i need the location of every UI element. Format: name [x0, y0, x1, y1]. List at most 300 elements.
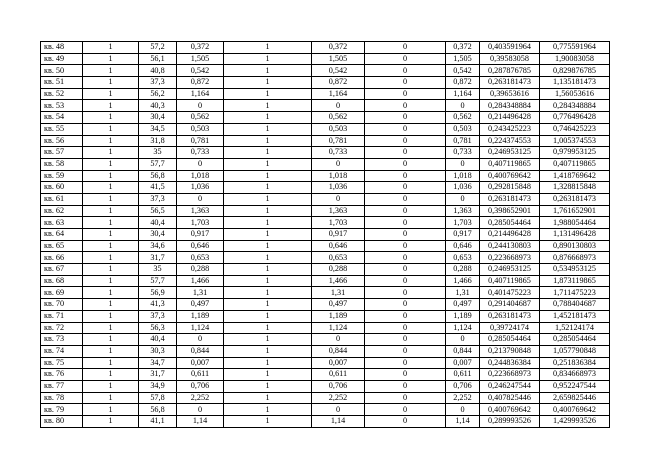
table-cell: 1,418769642	[540, 170, 610, 182]
table-cell: 0	[365, 53, 446, 65]
table-cell: 0	[446, 193, 480, 205]
table-cell: 0,497	[312, 299, 365, 311]
apartment-cell: кв. 79	[41, 404, 83, 416]
table-cell: 0	[312, 158, 365, 170]
table-row	[41, 252, 610, 264]
table-cell: 40,8	[139, 65, 177, 77]
table-cell: 1,466	[177, 275, 224, 287]
table-cell: 0	[177, 158, 224, 170]
table-cell: 0,243425223	[480, 123, 540, 135]
table-cell: 1	[83, 88, 139, 100]
table-cell: 41,5	[139, 182, 177, 194]
table-cell: 0,398652901	[480, 205, 540, 217]
table-cell: 1,14	[446, 416, 480, 428]
apartment-cell: кв. 55	[41, 123, 83, 135]
table-cell: 0	[365, 193, 446, 205]
table-cell: 1,018	[177, 170, 224, 182]
table-row	[41, 147, 610, 159]
table-cell: 0,284348884	[480, 100, 540, 112]
table-cell: 40,3	[139, 100, 177, 112]
table-cell: 0,611	[446, 369, 480, 381]
table-cell: 0	[365, 147, 446, 159]
table-cell: 0,401475223	[480, 287, 540, 299]
table-cell: 0,776496428	[540, 112, 610, 124]
table-cell: 1,018	[446, 170, 480, 182]
apartment-cell: кв. 67	[41, 264, 83, 276]
table-cell: 0,289993526	[480, 416, 540, 428]
table-row	[41, 182, 610, 194]
table-cell: 1,703	[446, 217, 480, 229]
table-row	[41, 380, 610, 392]
table-cell: 0,503	[312, 123, 365, 135]
table-cell: 0,706	[446, 380, 480, 392]
table-cell: 0	[365, 205, 446, 217]
table-cell: 0,407825446	[480, 392, 540, 404]
table-cell: 1	[83, 416, 139, 428]
table-cell: 1	[224, 275, 312, 287]
table-cell: 1,189	[312, 310, 365, 322]
table-body	[41, 42, 610, 428]
table-cell: 0	[312, 193, 365, 205]
table-cell: 0,775591964	[540, 42, 610, 54]
table-cell: 1	[83, 252, 139, 264]
table-cell: 37,3	[139, 77, 177, 89]
table-cell: 0,263181473	[480, 310, 540, 322]
table-row	[41, 135, 610, 147]
table-cell: 1	[224, 112, 312, 124]
table-cell: 0,890130803	[540, 240, 610, 252]
apartment-cell: кв. 71	[41, 310, 83, 322]
table-cell: 57,2	[139, 42, 177, 54]
table-cell: 1,018	[312, 170, 365, 182]
table-cell: 0	[365, 77, 446, 89]
table-cell: 0,788404687	[540, 299, 610, 311]
table-row	[41, 205, 610, 217]
table-cell: 0,246247544	[480, 380, 540, 392]
table-cell: 0,503	[177, 123, 224, 135]
table-cell: 0	[365, 392, 446, 404]
table-cell: 0,503	[446, 123, 480, 135]
apartment-cell: кв. 66	[41, 252, 83, 264]
table-cell: 1	[83, 205, 139, 217]
table-cell: 1	[83, 357, 139, 369]
table-cell: 1	[224, 264, 312, 276]
table-row	[41, 345, 610, 357]
table-row	[41, 310, 610, 322]
table-cell: 0,562	[312, 112, 365, 124]
table-cell: 35	[139, 264, 177, 276]
table-cell: 0,263181473	[540, 193, 610, 205]
table-cell: 0	[365, 345, 446, 357]
table-cell: 0,285054464	[480, 334, 540, 346]
table-cell: 1	[224, 322, 312, 334]
table-cell: 0,646	[446, 240, 480, 252]
apartment-cell: кв. 62	[41, 205, 83, 217]
table-cell: 0	[446, 100, 480, 112]
apartment-cell: кв. 78	[41, 392, 83, 404]
table-cell: 0	[365, 229, 446, 241]
table-row	[41, 404, 610, 416]
table-cell: 0	[177, 193, 224, 205]
table-row	[41, 240, 610, 252]
table-cell: 0,706	[312, 380, 365, 392]
table-cell: 1,363	[177, 205, 224, 217]
table-cell: 1,328815848	[540, 182, 610, 194]
table-row	[41, 416, 610, 428]
table-cell: 1	[224, 193, 312, 205]
table-cell: 0	[365, 88, 446, 100]
table-cell: 0,781	[446, 135, 480, 147]
table-cell: 1	[83, 404, 139, 416]
table-cell: 1,14	[312, 416, 365, 428]
table-cell: 1	[224, 334, 312, 346]
table-cell: 1,189	[177, 310, 224, 322]
apartment-cell: кв. 53	[41, 100, 83, 112]
table-cell: 0,407119865	[480, 275, 540, 287]
table-cell: 56,9	[139, 287, 177, 299]
table-cell: 1	[83, 392, 139, 404]
table-cell: 1,466	[446, 275, 480, 287]
table-cell: 41,1	[139, 416, 177, 428]
apartment-cell: кв. 74	[41, 345, 83, 357]
table-cell: 0,400769642	[480, 170, 540, 182]
table-cell: 1,164	[177, 88, 224, 100]
table-row	[41, 53, 610, 65]
table-cell: 0,407119865	[480, 158, 540, 170]
table-cell: 0	[365, 100, 446, 112]
table-cell: 0,834668973	[540, 369, 610, 381]
table-cell: 34,5	[139, 123, 177, 135]
table-cell: 0,646	[312, 240, 365, 252]
table-cell: 35	[139, 147, 177, 159]
table-cell: 1	[224, 299, 312, 311]
apartment-cell: кв. 52	[41, 88, 83, 100]
table-cell: 1	[83, 334, 139, 346]
table-cell: 0,288	[446, 264, 480, 276]
table-cell: 1,505	[446, 53, 480, 65]
table-cell: 0,288	[312, 264, 365, 276]
table-cell: 0,400769642	[540, 404, 610, 416]
apartment-cell: кв. 65	[41, 240, 83, 252]
table-cell: 1,124	[312, 322, 365, 334]
apartment-cell: кв. 60	[41, 182, 83, 194]
table-cell: 31,7	[139, 369, 177, 381]
table-cell: 1,466	[312, 275, 365, 287]
data-table	[40, 41, 610, 428]
table-row	[41, 65, 610, 77]
apartment-cell: кв. 80	[41, 416, 83, 428]
table-cell: 0,246953125	[480, 147, 540, 159]
table-cell: 1	[83, 322, 139, 334]
table-cell: 1,505	[177, 53, 224, 65]
table-cell: 0,497	[177, 299, 224, 311]
table-cell: 1,363	[446, 205, 480, 217]
table-cell: 0,39583058	[480, 53, 540, 65]
table-cell: 0	[365, 322, 446, 334]
table-cell: 0,214496428	[480, 229, 540, 241]
table-cell: 0,917	[177, 229, 224, 241]
table-cell: 0	[312, 334, 365, 346]
table-cell: 0	[365, 158, 446, 170]
table-cell: 1,429993526	[540, 416, 610, 428]
table-cell: 1	[224, 42, 312, 54]
table-row	[41, 193, 610, 205]
table-cell: 31,8	[139, 135, 177, 147]
table-cell: 56,5	[139, 205, 177, 217]
table-cell: 0,534953125	[540, 264, 610, 276]
table-row	[41, 369, 610, 381]
table-cell: 1	[83, 193, 139, 205]
table-cell: 1,036	[446, 182, 480, 194]
table-row	[41, 287, 610, 299]
table-cell: 30,3	[139, 345, 177, 357]
table-cell: 2,252	[177, 392, 224, 404]
table-cell: 1	[224, 240, 312, 252]
table-cell: 30,4	[139, 112, 177, 124]
table-row	[41, 229, 610, 241]
table-cell: 1	[224, 77, 312, 89]
table-cell: 0,291404687	[480, 299, 540, 311]
table-cell: 2,659825446	[540, 392, 610, 404]
table-row	[41, 392, 610, 404]
apartment-cell: кв. 57	[41, 147, 83, 159]
table-cell: 0,733	[312, 147, 365, 159]
table-cell: 1	[224, 135, 312, 147]
table-cell: 0,872	[177, 77, 224, 89]
table-cell: 1,505	[312, 53, 365, 65]
table-cell: 1	[224, 404, 312, 416]
apartment-cell: кв. 75	[41, 357, 83, 369]
table-cell: 1,131496428	[540, 229, 610, 241]
table-cell: 1	[83, 264, 139, 276]
table-cell: 0,611	[312, 369, 365, 381]
table-cell: 1	[83, 100, 139, 112]
table-cell: 0,263181473	[480, 193, 540, 205]
table-cell: 1	[83, 299, 139, 311]
table-cell: 0	[365, 135, 446, 147]
table-cell: 0,288	[177, 264, 224, 276]
table-cell: 1,363	[312, 205, 365, 217]
table-cell: 0,39724174	[480, 322, 540, 334]
apartment-cell: кв. 49	[41, 53, 83, 65]
apartment-cell: кв. 73	[41, 334, 83, 346]
apartment-cell: кв. 69	[41, 287, 83, 299]
table-cell: 0,285054464	[480, 217, 540, 229]
table-cell: 0,372	[446, 42, 480, 54]
table-cell: 0,251836384	[540, 357, 610, 369]
table-cell: 0,872	[446, 77, 480, 89]
table-cell: 0	[365, 112, 446, 124]
table-cell: 56,1	[139, 53, 177, 65]
table-cell: 1	[83, 287, 139, 299]
table-cell: 0	[365, 357, 446, 369]
table-cell: 0	[365, 42, 446, 54]
table-cell: 0	[177, 404, 224, 416]
table-cell: 1,988054464	[540, 217, 610, 229]
table-cell: 0,562	[177, 112, 224, 124]
table-cell: 1	[83, 135, 139, 147]
table-cell: 0	[177, 334, 224, 346]
table-cell: 56,3	[139, 322, 177, 334]
table-cell: 1,164	[312, 88, 365, 100]
table-row	[41, 158, 610, 170]
table-cell: 0,39653616	[480, 88, 540, 100]
table-cell: 0	[365, 123, 446, 135]
table-cell: 0,952247544	[540, 380, 610, 392]
table-row	[41, 299, 610, 311]
table-cell: 0	[365, 217, 446, 229]
table-cell: 0,214496428	[480, 112, 540, 124]
table-row	[41, 264, 610, 276]
table-cell: 1,036	[312, 182, 365, 194]
table-cell: 57,7	[139, 158, 177, 170]
table-cell: 0,372	[312, 42, 365, 54]
apartment-cell: кв. 63	[41, 217, 83, 229]
table-cell: 1,56053616	[540, 88, 610, 100]
table-cell: 1	[224, 416, 312, 428]
table-cell: 1	[224, 357, 312, 369]
table-row	[41, 322, 610, 334]
apartment-cell: кв. 76	[41, 369, 83, 381]
table-cell: 1,711475223	[540, 287, 610, 299]
table-cell: 1	[83, 380, 139, 392]
table-cell: 0	[365, 369, 446, 381]
table-cell: 0	[177, 100, 224, 112]
table-cell: 1,703	[312, 217, 365, 229]
table-cell: 1	[224, 170, 312, 182]
table-cell: 0	[365, 182, 446, 194]
table-cell: 1	[224, 53, 312, 65]
table-row	[41, 357, 610, 369]
table-cell: 0,372	[177, 42, 224, 54]
table-cell: 0,653	[177, 252, 224, 264]
table-cell: 0	[365, 404, 446, 416]
table-cell: 1	[83, 112, 139, 124]
table-cell: 0,223668973	[480, 369, 540, 381]
table-cell: 0	[312, 100, 365, 112]
table-cell: 0,844	[312, 345, 365, 357]
table-cell: 1	[224, 392, 312, 404]
table-cell: 0,733	[446, 147, 480, 159]
table-cell: 1	[83, 182, 139, 194]
table-cell: 0,007	[177, 357, 224, 369]
table-cell: 0,979953125	[540, 147, 610, 159]
table-cell: 0,284348884	[540, 100, 610, 112]
table-cell: 0,285054464	[540, 334, 610, 346]
table-cell: 57,8	[139, 392, 177, 404]
table-cell: 0,244130803	[480, 240, 540, 252]
apartment-cell: кв. 59	[41, 170, 83, 182]
table-cell: 0,497	[446, 299, 480, 311]
table-cell: 0,876668973	[540, 252, 610, 264]
table-cell: 0,244836384	[480, 357, 540, 369]
table-row	[41, 275, 610, 287]
table-cell: 0,746425223	[540, 123, 610, 135]
table-cell: 0	[365, 170, 446, 182]
table-cell: 1,31	[177, 287, 224, 299]
table-cell: 0	[365, 65, 446, 77]
table-cell: 0	[365, 416, 446, 428]
apartment-cell: кв. 61	[41, 193, 83, 205]
apartment-cell: кв. 70	[41, 299, 83, 311]
table-cell: 1	[224, 229, 312, 241]
table-cell: 1	[224, 380, 312, 392]
table-cell: 1,164	[446, 88, 480, 100]
table-cell: 0,781	[312, 135, 365, 147]
table-cell: 1,124	[177, 322, 224, 334]
table-cell: 0,829876785	[540, 65, 610, 77]
table-cell: 1	[224, 123, 312, 135]
table-row	[41, 170, 610, 182]
table-cell: 0,223668973	[480, 252, 540, 264]
table-cell: 0,917	[446, 229, 480, 241]
table-cell: 0,213790848	[480, 345, 540, 357]
table-cell: 2,252	[446, 392, 480, 404]
apartment-cell: кв. 68	[41, 275, 83, 287]
table-cell: 31,7	[139, 252, 177, 264]
table-cell: 57,7	[139, 275, 177, 287]
table-cell: 1	[224, 310, 312, 322]
table-cell: 0,781	[177, 135, 224, 147]
table-cell: 1,124	[446, 322, 480, 334]
table-cell: 1,036	[177, 182, 224, 194]
table-cell: 1	[83, 275, 139, 287]
table-cell: 0,844	[177, 345, 224, 357]
table-cell: 0	[446, 158, 480, 170]
table-cell: 56,8	[139, 404, 177, 416]
table-cell: 1,14	[177, 416, 224, 428]
table-cell: 37,3	[139, 310, 177, 322]
table-row	[41, 42, 610, 54]
table-cell: 1	[224, 158, 312, 170]
table-cell: 34,6	[139, 240, 177, 252]
table-row	[41, 100, 610, 112]
table-row	[41, 334, 610, 346]
table-cell: 1	[83, 42, 139, 54]
table-cell: 0,224374553	[480, 135, 540, 147]
table-cell: 1,873119865	[540, 275, 610, 287]
table-row	[41, 112, 610, 124]
table-cell: 1	[83, 147, 139, 159]
table-cell: 0	[365, 252, 446, 264]
table-cell: 0	[365, 275, 446, 287]
table-cell: 1	[83, 158, 139, 170]
table-cell: 1	[83, 240, 139, 252]
table-cell: 1	[83, 170, 139, 182]
apartment-cell: кв. 51	[41, 77, 83, 89]
table-cell: 1	[83, 217, 139, 229]
table-cell: 1,31	[312, 287, 365, 299]
table-cell: 1	[83, 77, 139, 89]
table-cell: 0,653	[312, 252, 365, 264]
table-cell: 1	[83, 345, 139, 357]
table-cell: 0	[446, 334, 480, 346]
table-cell: 1	[224, 287, 312, 299]
table-cell: 0,646	[177, 240, 224, 252]
table-row	[41, 123, 610, 135]
table-cell: 0,706	[177, 380, 224, 392]
table-cell: 2,252	[312, 392, 365, 404]
table-cell: 1	[224, 100, 312, 112]
table-cell: 0,872	[312, 77, 365, 89]
table-cell: 56,8	[139, 170, 177, 182]
table-cell: 1,703	[177, 217, 224, 229]
table-cell: 1,005374553	[540, 135, 610, 147]
table-cell: 34,9	[139, 380, 177, 392]
table-cell: 34,7	[139, 357, 177, 369]
table-cell: 1,135181473	[540, 77, 610, 89]
table-cell: 40,4	[139, 334, 177, 346]
